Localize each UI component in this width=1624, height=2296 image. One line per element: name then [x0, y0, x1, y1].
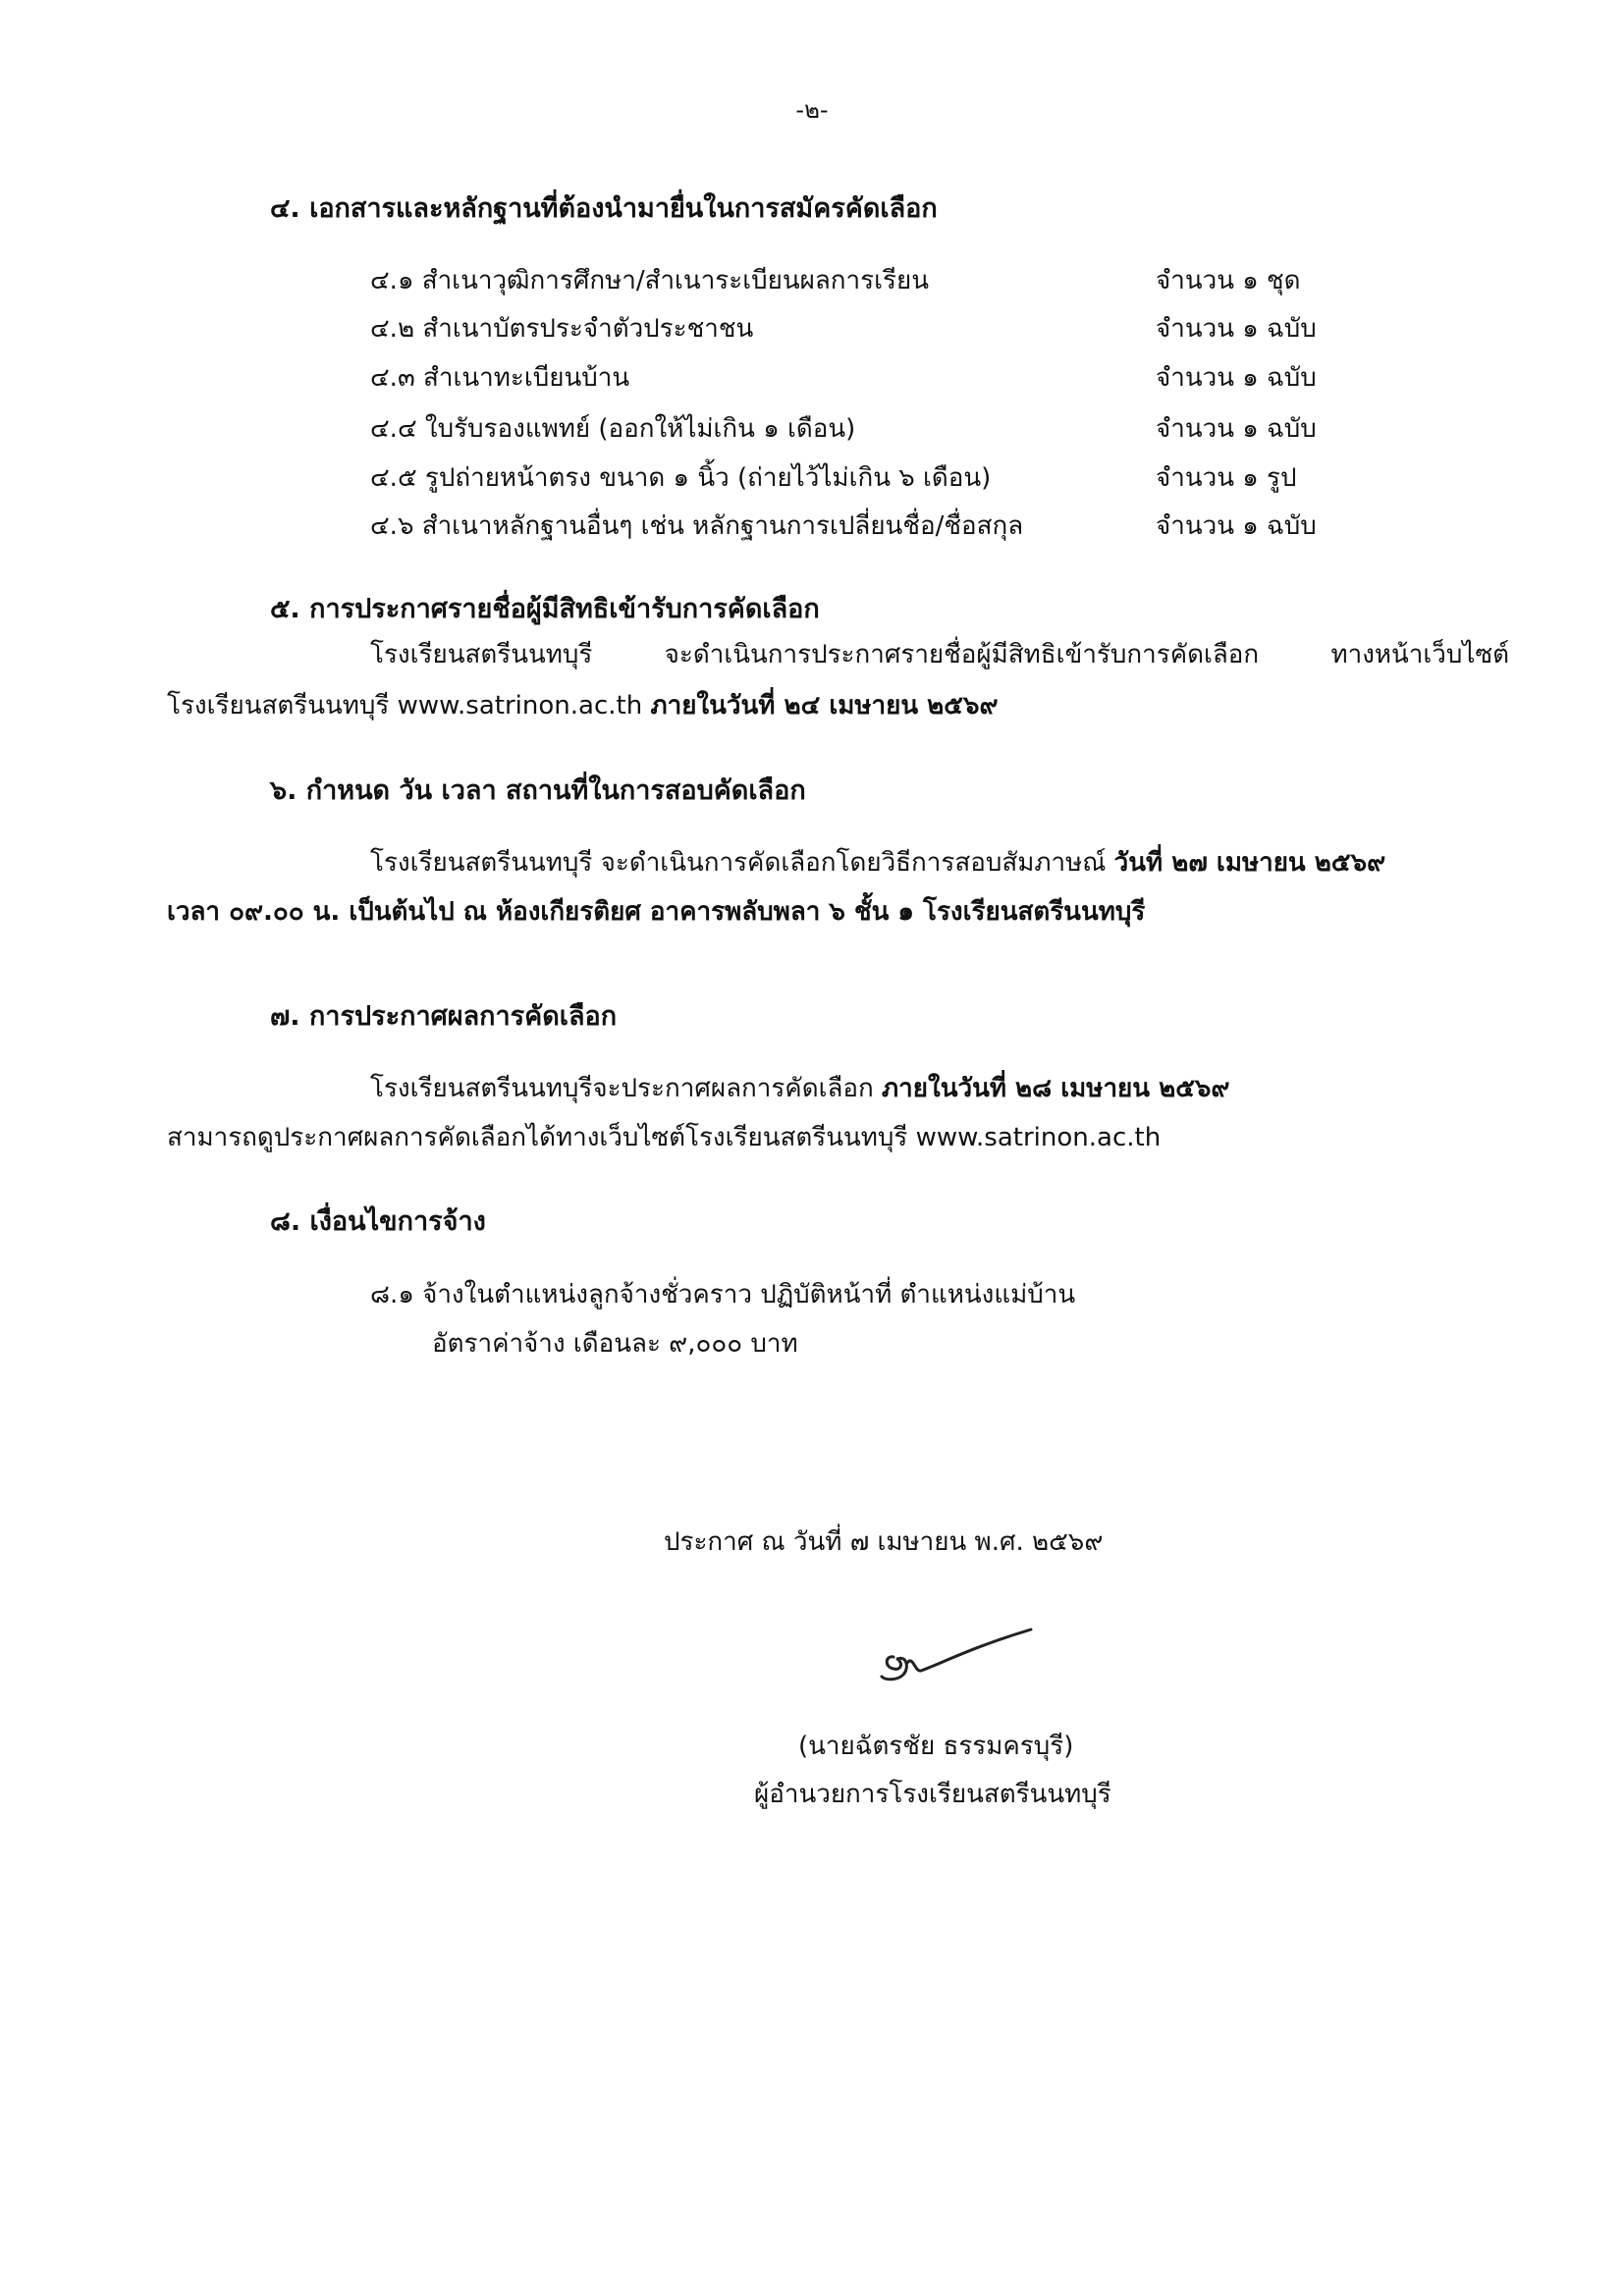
exam-date: วันที่ ๒๗ เมษายน ๒๕๖๙: [1113, 848, 1386, 878]
section-5-heading: ๕. การประกาศรายชื่อผู้มีสิทธิเข้ารับการคัดเลือก: [270, 594, 820, 624]
doc-quantity: จำนวน ๑ ฉบับ: [1156, 314, 1317, 344]
doc-label: ๔.๑ สำเนาวุฒิการศึกษา/สำเนาระเบียนผลการเรียน: [370, 266, 929, 295]
result-text: โรงเรียนสตรีนนทบุรีจะประกาศผลการคัดเลือก: [370, 1074, 883, 1103]
list-item: [370, 506, 1352, 545]
doc-quantity: จำนวน ๑ รูป: [1156, 463, 1297, 493]
section-5-paragraph-line1: โรงเรียนสตรีนนทบุรี จะดำเนินการประกาศรายชื่อผู้มีสิทธิเข้ารับการคัดเลือก ทางหน้าเว็บไซต์: [370, 640, 1509, 669]
signatory-name: (นายฉัตรชัย ธรรมครบุรี): [798, 1732, 1074, 1761]
doc-quantity: จำนวน ๑ ฉบับ: [1156, 511, 1317, 541]
section-7-paragraph-line2: สามารถดูประกาศผลการคัดเลือกได้ทางเว็บไซต์โรงเรียนสตรีนนทบุรี www.satrinon.ac.th: [167, 1123, 1162, 1152]
section-7-heading: ๗. การประกาศผลการคัดเลือก: [270, 1001, 618, 1032]
section-5-paragraph-line2: [167, 685, 999, 725]
deadline-date: ภายในวันที่ ๒๔ เมษายน ๒๕๖๙: [650, 691, 999, 721]
list-item: [370, 357, 1352, 397]
signature-icon: [864, 1620, 1041, 1698]
doc-label: ๔.๕ รูปถ่ายหน้าตรง ขนาด ๑ นิ้ว (ถ่ายไว้ไม่เกิน ๖ เดือน): [370, 463, 992, 493]
doc-label: ๔.๔ ใบรับรองแพทย์ (ออกให้ไม่เกิน ๑ เดือน): [370, 414, 856, 444]
doc-label: ๔.๒ สำเนาบัตรประจำตัวประชาชน: [370, 314, 754, 344]
result-date: ภายในวันที่ ๒๘ เมษายน ๒๕๖๙: [882, 1074, 1230, 1103]
doc-quantity: จำนวน ๑ ชุด: [1156, 266, 1301, 295]
list-item: [370, 457, 1352, 497]
doc-label: ๔.๓ สำเนาทะเบียนบ้าน: [370, 363, 630, 393]
doc-quantity: จำนวน ๑ ฉบับ: [1156, 363, 1317, 393]
employment-condition-line1: ๘.๑ จ้างในตำแหน่งลูกจ้างชั่วคราว ปฏิบัติหน้าที่ ตำแหน่งแม่บ้าน: [370, 1280, 1076, 1309]
exam-method-text: โรงเรียนสตรีนนทบุรี จะดำเนินการคัดเลือกโดยวิธีการสอบสัมภาษณ์: [370, 848, 1114, 878]
section-4-heading: ๔. เอกสารและหลักฐานที่ต้องนำมายื่นในการสมัครคัดเลือก: [270, 193, 938, 224]
doc-label: ๔.๖ สำเนาหลักฐานอื่นๆ เช่น หลักฐานการเปลี่ยนชื่อ/ชื่อสกุล: [370, 511, 1024, 541]
announcement-date: ประกาศ ณ วันที่ ๗ เมษายน พ.ศ. ๒๕๖๙: [664, 1527, 1104, 1557]
signatory-title: ผู้อำนวยการโรงเรียนสตรีนนทบุรี: [754, 1780, 1111, 1809]
section-7-paragraph-line1: [370, 1068, 1229, 1108]
exam-time-location: เวลา ๐๙.๐๐ น. เป็นต้นไป ณ ห้องเกียรติยศ อาคารพลับพลา ๖ ชั้น ๑ โรงเรียนสตรีนนทบุรี: [167, 897, 1146, 927]
list-item: [370, 308, 1352, 347]
list-item: [370, 408, 1352, 448]
section-6-heading: ๖. กำหนด วัน เวลา สถานที่ในการสอบคัดเลือก: [270, 775, 806, 806]
website-text: โรงเรียนสตรีนนทบุรี www.satrinon.ac.th: [167, 691, 651, 721]
section-6-paragraph-line1: [370, 842, 1385, 882]
employment-condition-line2: อัตราค่าจ้าง เดือนละ ๙,๐๐๐ บาท: [432, 1329, 798, 1359]
section-8-heading: ๘. เงื่อนไขการจ้าง: [270, 1206, 486, 1237]
list-item: [370, 260, 1352, 299]
page-number: -๒-: [795, 96, 829, 124]
doc-quantity: จำนวน ๑ ฉบับ: [1156, 414, 1317, 444]
